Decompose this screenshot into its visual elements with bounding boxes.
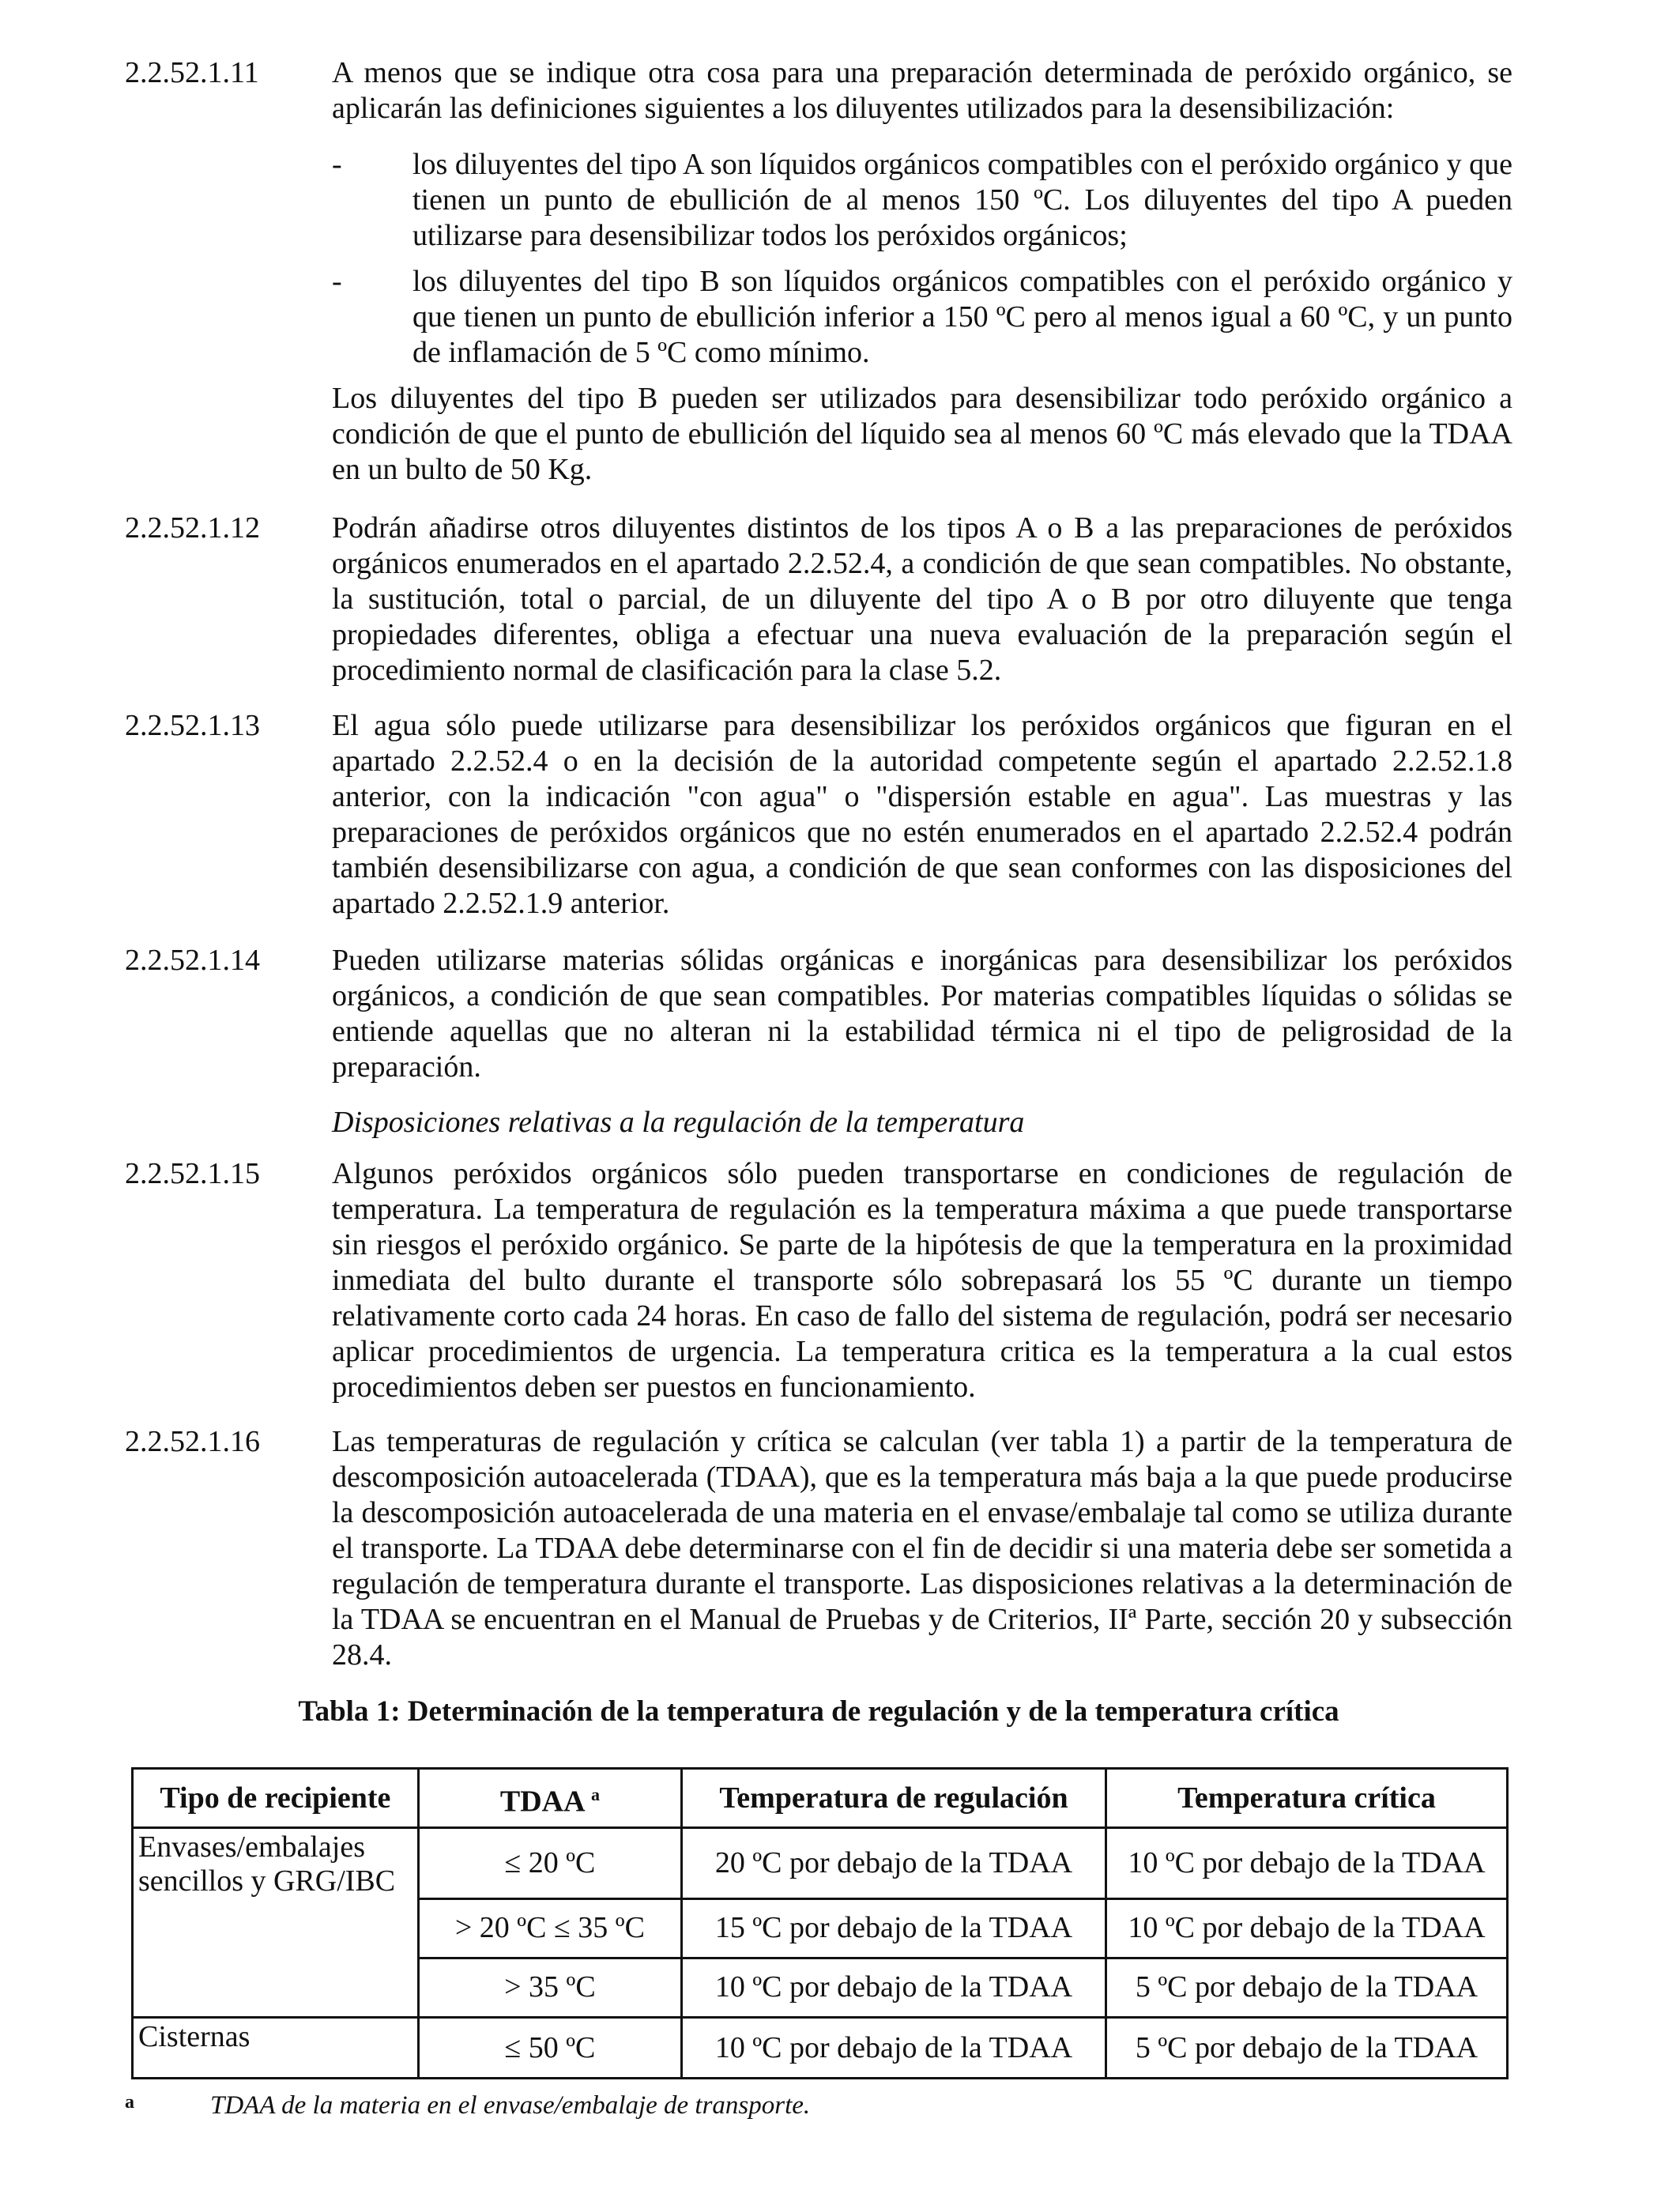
footnote-text: TDAA de la materia en el envase/embalaje de transporte. [210, 2091, 811, 2120]
paragraph-2-2-52-1-14 [125, 943, 1512, 1085]
cell-tdaa: > 35 ºC [418, 1958, 681, 2018]
cell-critical: 5 ºC por debajo de la TDAA [1106, 1958, 1507, 2018]
bullet-item-diluent-type-a [332, 147, 1512, 254]
paragraph-2-2-52-1-16 [125, 1424, 1512, 1673]
header-critical: Temperatura crítica [1106, 1769, 1507, 1828]
paragraph-2-2-52-1-12 [125, 511, 1512, 688]
paragraph-number: 2.2.52.1.14 [125, 944, 260, 977]
temperature-table [131, 1767, 1509, 2079]
cell-regulation: 15 ºC por debajo de la TDAA [682, 1898, 1106, 1958]
paragraph-text: Algunos peróxidos orgánicos sólo pueden transportarse en condiciones de regulación de temperatura. La temperatura de regulación es la temperatura máxima a que puede transportarse sin riesgos el peróxido orgánico. Se parte de la hipótesis de que la temperatura en la proximidad inmediata del bulto durante el transporte sólo sobrepasará los 55 ºC durante un tiempo relativamente corto cada 24 horas. En caso de fallo del sistema de regulación, podrá ser necesario aplicar procedimientos de urgencia. La temperatura critica es la temperatura a la cual estos procedimientos deben ser puestos en funcionamiento. [332, 1157, 1512, 1404]
paragraph-2-2-52-1-13 [125, 708, 1512, 922]
cell-regulation: 10 ºC por debajo de la TDAA [682, 2018, 1106, 2079]
paragraph-number: 2.2.52.1.16 [125, 1425, 260, 1458]
table-row [133, 1898, 1508, 1958]
paragraph-text: El agua sólo puede utilizarse para desensibilizar los peróxidos orgánicos que figuran en el apartado 2.2.52.4 o en la decisión de la autoridad competente según el apartado 2.2.52.1.8 anterior, con la indicación "con agua" o "dispersión estable en agua". Las muestras y las preparaciones de peróxidos orgánicos que no estén enumerados en el apartado 2.2.52.4 podrán también desensibilizarse con agua, a condición de que sean conformes con las disposiciones del apartado 2.2.52.1.9 anterior. [332, 709, 1512, 920]
cell-regulation: 10 ºC por debajo de la TDAA [682, 1958, 1106, 2018]
cell-tdaa: ≤ 20 ºC [418, 1828, 681, 1899]
table-header-row [133, 1769, 1508, 1828]
paragraph-2-2-52-1-11 [125, 55, 1512, 126]
paragraph-number: 2.2.52.1.11 [125, 56, 259, 89]
bullet-text: los diluyentes del tipo B son líquidos orgánicos compatibles con el peróxido orgánico y que tienen un punto de ebullición inferior a 150 ºC pero al menos igual a 60 ºC, y un punto de inflamación de 5 ºC como mínimo. [412, 265, 1512, 369]
bullet-dash: - [332, 265, 342, 298]
paragraph-text: A menos que se indique otra cosa para una preparación determinada de peróxido orgánico, se aplicarán las definiciones siguientes a los diluyentes utilizados para la desensibilización: [332, 56, 1512, 125]
cell-recipient: Envases/embalajes sencillos y GRG/IBC [133, 1828, 419, 1899]
cell-recipient [133, 1898, 419, 1958]
paragraph-number: 2.2.52.1.12 [125, 511, 260, 545]
header-tdaa-mark: a [590, 1784, 600, 1804]
section-subheading: Disposiciones relativas a la regulación de la temperatura [332, 1106, 1025, 1139]
cell-critical: 5 ºC por debajo de la TDAA [1106, 2018, 1507, 2079]
paragraph-continuation: Los diluyentes del tipo B pueden ser utilizados para desensibilizar todo peróxido orgánico a condición de que el punto de ebullición del líquido sea al menos 60 ºC más elevado que la TDAA en un bulto de 50 Kg. [332, 382, 1512, 486]
cell-recipient: Cisternas [133, 2018, 419, 2079]
cell-tdaa: ≤ 50 ºC [418, 2018, 681, 2079]
footnote-mark: a [125, 2092, 134, 2113]
paragraph-text: Pueden utilizarse materias sólidas orgánicas e inorgánicas para desensibilizar los peróxidos orgánicos, a condición de que sean compatibles. Por materias compatibles líquidas o sólidas se entiende aquellas que no alteran ni la estabilidad térmica ni el tipo de peligrosidad de la preparación. [332, 944, 1512, 1084]
paragraph-number: 2.2.52.1.15 [125, 1157, 260, 1190]
paragraph-number: 2.2.52.1.13 [125, 709, 260, 742]
cell-critical: 10 ºC por debajo de la TDAA [1106, 1828, 1507, 1899]
paragraph-text: Podrán añadirse otros diluyentes distintos de los tipos A o B a las preparaciones de peróxidos orgánicos enumerados en el apartado 2.2.52.4, a condición de que sean compatibles. No obstante, la sustitución, total o parcial, de un diluyente del tipo A o B por otro diluyente que tenga propiedades diferentes, obliga a efectuar una nueva evaluación de la preparación según el procedimiento normal de clasificación para la clase 5.2. [332, 511, 1512, 687]
header-regulation: Temperatura de regulación [682, 1769, 1106, 1828]
header-recipient: Tipo de recipiente [133, 1769, 419, 1828]
cell-tdaa: > 20 ºC ≤ 35 ºC [418, 1898, 681, 1958]
header-tdaa [418, 1769, 681, 1828]
bullet-dash: - [332, 148, 342, 181]
table-caption: Tabla 1: Determinación de la temperatura de regulación y de la temperatura crítica [298, 1695, 1339, 1728]
paragraph-text: Las temperaturas de regulación y crítica se calculan (ver tabla 1) a partir de la temperatura de descomposición autoacelerada (TDAA), que es la temperatura más baja a la que puede producirse la descomposición autoacelerada de una materia en el envase/embalaje tal como se utiliza durante el transporte. La TDAA debe determinarse con el fin de decidir si una materia debe ser sometida a regulación de temperatura durante el transporte. Las disposiciones relativas a la determinación de la TDAA se encuentran en el Manual de Pruebas y de Criterios, IIª Parte, sección 20 y subsección 28.4. [332, 1425, 1512, 1672]
table-row [133, 1828, 1508, 1899]
table-row [133, 1958, 1508, 2018]
table-row [133, 2018, 1508, 2079]
cell-regulation: 20 ºC por debajo de la TDAA [682, 1828, 1106, 1899]
header-tdaa-label: TDAA [499, 1785, 584, 1819]
bullet-item-diluent-type-b [332, 264, 1512, 371]
cell-critical: 10 ºC por debajo de la TDAA [1106, 1898, 1507, 1958]
bullet-text: los diluyentes del tipo A son líquidos orgánicos compatibles con el peróxido orgánico y que tienen un punto de ebullición de al menos 150 ºC. Los diluyentes del tipo A pueden utilizarse para desensibilizar todos los peróxidos orgánicos; [412, 148, 1512, 252]
cell-recipient [133, 1958, 419, 2018]
paragraph-2-2-52-1-15 [125, 1156, 1512, 1405]
